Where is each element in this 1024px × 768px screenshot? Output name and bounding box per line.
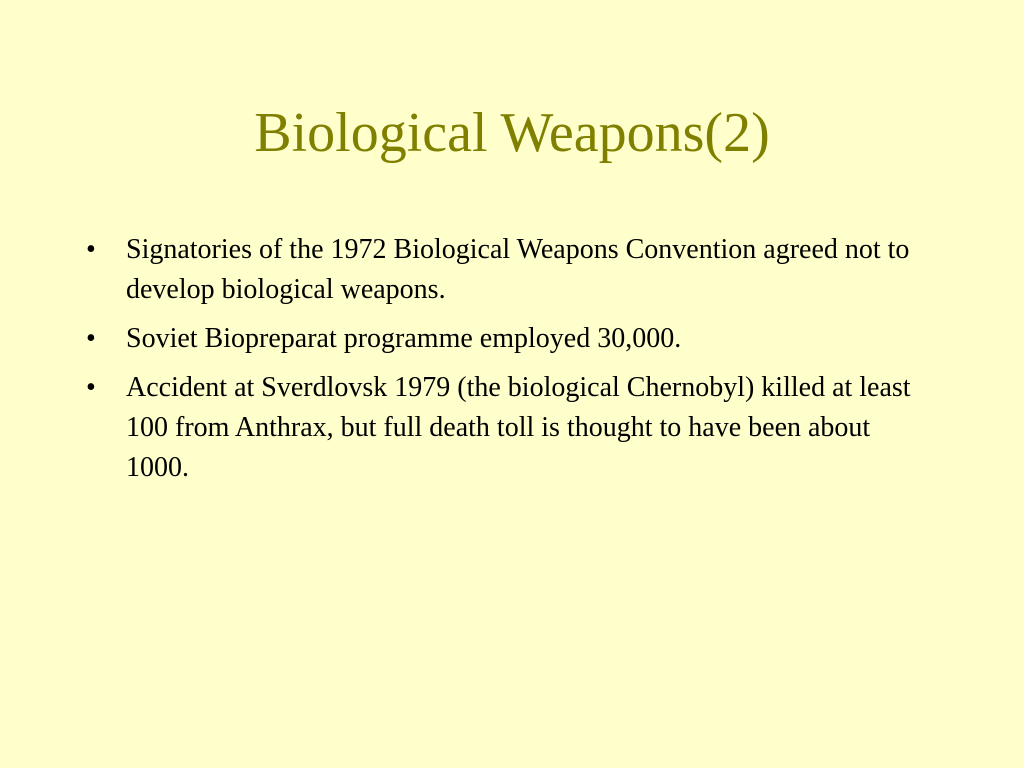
slide-title: Biological Weapons(2) [254,102,770,164]
bullet-icon: • [86,234,96,265]
bullet-text: Accident at Sverdlovsk 1979 (the biological Chernobyl) killed at least 100 from Anthrax, but full death toll is thought to have been about 1000. [126,372,911,483]
bullet-list [86,230,916,497]
bullet-text: Signatories of the 1972 Biological Weapons Convention agreed not to develop biological weapons. [126,234,910,305]
bullet-item-convention [86,230,916,310]
bullet-icon: • [86,372,96,403]
bullet-item-sverdlovsk [86,368,916,488]
bullet-item-biopreparat [86,319,916,359]
bullet-text: Soviet Biopreparat programme employed 30,000. [126,323,682,354]
bullet-icon: • [86,323,96,354]
